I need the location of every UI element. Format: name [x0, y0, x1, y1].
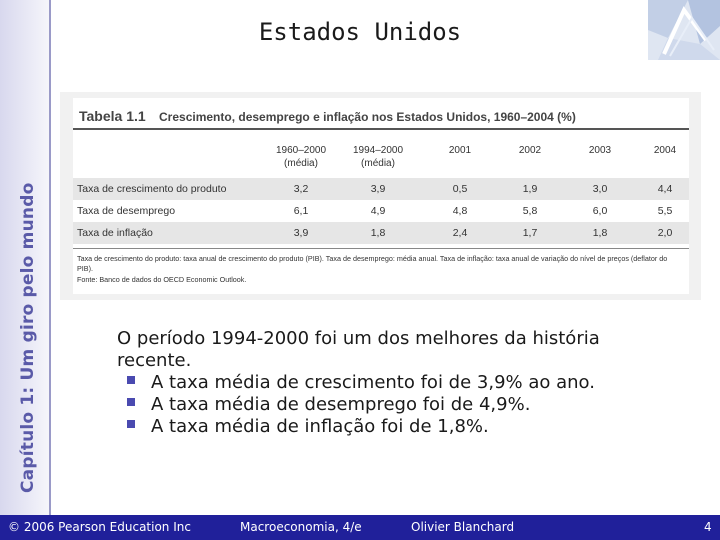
table-panel	[73, 98, 689, 294]
table-cell: 1,7	[522, 227, 538, 239]
footer-author: Olivier Blanchard	[411, 520, 515, 534]
footer-bar	[0, 515, 720, 540]
row-label: Taxa de desemprego	[77, 205, 176, 217]
side-divider	[49, 0, 51, 515]
table-cell: 1,8	[592, 227, 608, 239]
table-cell: 3,0	[592, 183, 608, 195]
row-label: Taxa de crescimento do produto	[77, 183, 227, 195]
column-header: 2003	[588, 145, 612, 156]
row-label: Taxa de inflação	[77, 227, 153, 239]
table-row	[73, 222, 689, 244]
bullet-text: A taxa média de crescimento foi de 3,9% ao ano.	[151, 372, 595, 393]
bullet-item	[117, 416, 657, 438]
footer-copyright: © 2006 Pearson Education Inc	[8, 520, 191, 534]
table-note: Taxa de crescimento do produto: taxa anual de crescimento do produto (PIB). Taxa de desemprego: média anual. Taxa de inflação: taxa anual de variação do nível de preços (deflator do PIB).	[77, 254, 668, 273]
table-row	[73, 200, 689, 222]
column-header: 1960–2000 (média)	[275, 145, 327, 169]
table-cell: 5,8	[522, 205, 538, 217]
bullet-item	[117, 372, 657, 394]
column-header: 2001	[448, 145, 472, 156]
table-cell: 4,9	[370, 205, 386, 217]
table-cell: 0,5	[452, 183, 468, 195]
table-cell: 6,0	[592, 205, 608, 217]
square-bullet-icon	[127, 376, 135, 384]
table-cell: 6,1	[293, 205, 309, 217]
bullet-text: A taxa média de desemprego foi de 4,9%.	[151, 394, 531, 415]
decorative-graphic	[648, 0, 720, 60]
slide-title: Estados Unidos	[258, 18, 462, 46]
column-header: 2004	[653, 145, 677, 156]
footer-book: Macroeconomia, 4/e	[240, 520, 362, 534]
bullet-text: A taxa média de inflação foi de 1,8%.	[151, 416, 489, 437]
table-cell: 5,5	[657, 205, 673, 217]
square-bullet-icon	[127, 398, 135, 406]
table-cell: 1,8	[370, 227, 386, 239]
intro-paragraph: O período 1994-2000 foi um dos melhores da história recente.	[117, 328, 600, 371]
table-cell: 3,9	[293, 227, 309, 239]
body-text	[117, 328, 657, 438]
table-bottom-rule	[73, 248, 689, 249]
table-cell: 1,9	[522, 183, 538, 195]
bullet-item	[117, 394, 657, 416]
table-cell: 4,4	[657, 183, 673, 195]
table-cell: 3,2	[293, 183, 309, 195]
table-cell: 4,8	[452, 205, 468, 217]
table-top-rule	[73, 128, 689, 130]
table-caption	[79, 108, 576, 124]
table-cell: 3,9	[370, 183, 386, 195]
table-cell: 2,4	[452, 227, 468, 239]
column-header: 2002	[518, 145, 542, 156]
square-bullet-icon	[127, 420, 135, 428]
table-label: Tabela 1.1	[79, 108, 146, 124]
column-header: 1994–2000 (média)	[352, 145, 404, 169]
table-source: Fonte: Banco de dados do OECD Economic Outlook.	[77, 275, 247, 284]
table-figure	[60, 92, 701, 300]
table-title: Crescimento, desemprego e inflação nos Estados Unidos, 1960–2004 (%)	[159, 110, 576, 124]
table-cell: 2,0	[657, 227, 673, 239]
chapter-title: Capítulo 1: Um giro pelo mundo	[18, 182, 38, 493]
page-number: 4	[704, 520, 712, 534]
table-row	[73, 178, 689, 200]
